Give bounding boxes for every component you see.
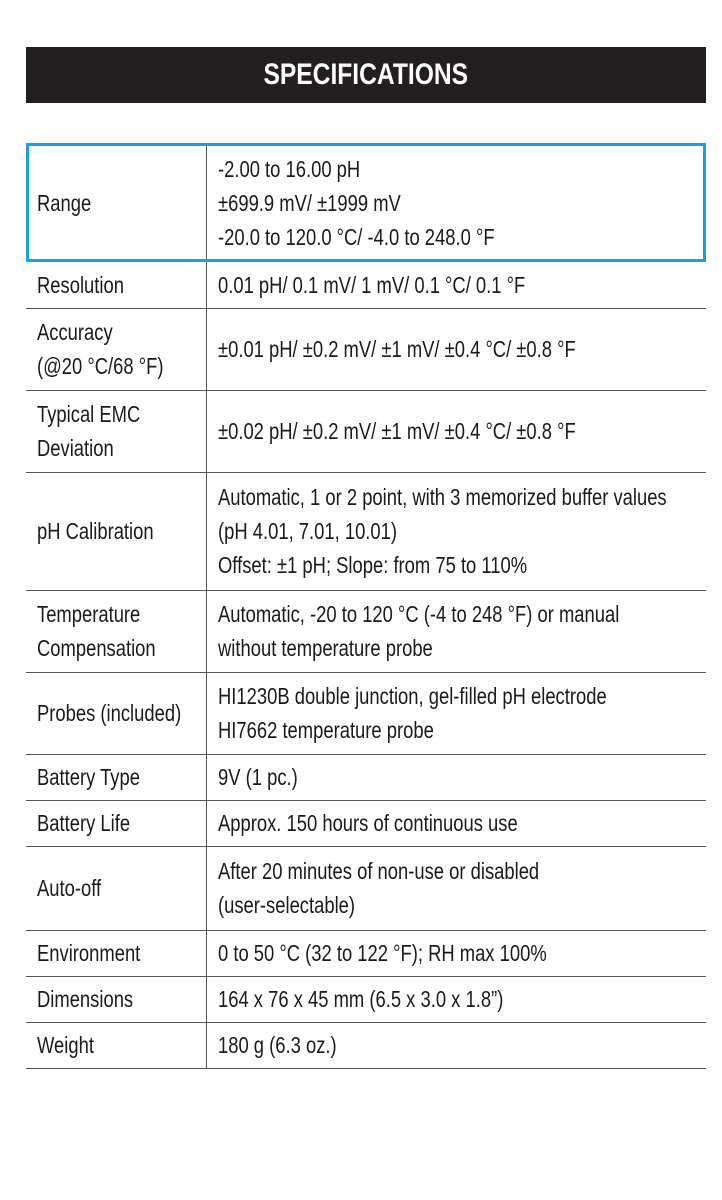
spec-label: Range xyxy=(26,143,206,262)
spec-value: -2.00 to 16.00 pH ±699.9 mV/ ±1999 mV -20.0 to 120.0 °C/ -4.0 to 248.0 °F xyxy=(217,155,495,250)
spec-row-environment xyxy=(26,930,706,976)
specifications-table xyxy=(26,143,706,1069)
specifications-header xyxy=(26,47,706,103)
spec-row-weight xyxy=(26,1022,706,1068)
spec-value: 0 to 50 °C (32 to 122 °F); RH max 100% xyxy=(206,930,706,976)
spec-row-dimensions xyxy=(26,976,706,1022)
spec-label: Accuracy (@20 °C/68 °F) xyxy=(26,308,206,390)
spec-label: Environment xyxy=(26,930,206,976)
spec-row-temperature-compensation xyxy=(26,590,706,672)
spec-value: 180 g (6.3 oz.) xyxy=(206,1022,706,1068)
spec-value: 0.01 pH/ 0.1 mV/ 1 mV/ 0.1 °C/ 0.1 °F xyxy=(206,262,706,308)
spec-value: 164 x 76 x 45 mm (6.5 x 3.0 x 1.8”) xyxy=(206,976,706,1022)
spec-label: Battery Type xyxy=(26,754,206,800)
spec-value: After 20 minutes of non-use or disabled (user-selectable) xyxy=(206,846,706,930)
spec-label: Typical EMC Deviation xyxy=(26,390,206,472)
spec-row-auto-off xyxy=(26,846,706,930)
spec-value: ±0.01 pH/ ±0.2 mV/ ±1 mV/ ±0.4 °C/ ±0.8 °F xyxy=(206,308,706,390)
spec-label: Auto-off xyxy=(26,846,206,930)
spec-label: Resolution xyxy=(26,262,206,308)
spec-row-battery-type xyxy=(26,754,706,800)
spec-row-battery-life xyxy=(26,800,706,846)
spec-row-accuracy xyxy=(26,308,706,390)
spec-row-emc-deviation xyxy=(26,390,706,472)
spec-value: Automatic, 1 or 2 point, with 3 memorized buffer values (pH 4.01, 7.01, 10.01) Offset: ±1 pH; Slope: from 75 to 110% xyxy=(206,472,706,590)
spec-label: pH Calibration xyxy=(26,472,206,590)
spec-value: 9V (1 pc.) xyxy=(206,754,706,800)
spec-value: Automatic, -20 to 120 °C (-4 to 248 °F) or manual without temperature probe xyxy=(206,590,706,672)
spec-row-ph-calibration xyxy=(26,472,706,590)
spec-label: Weight xyxy=(26,1022,206,1068)
page-title: SPECIFICATIONS xyxy=(263,58,469,91)
spec-label: Dimensions xyxy=(26,976,206,1022)
spec-label: Probes (included) xyxy=(26,672,206,754)
spec-row-resolution xyxy=(26,262,706,308)
spec-row-probes xyxy=(26,672,706,754)
spec-value: HI1230B double junction, gel-filled pH electrode HI7662 temperature probe xyxy=(206,672,706,754)
spec-value: Approx. 150 hours of continuous use xyxy=(206,800,706,846)
spec-value: ±0.02 pH/ ±0.2 mV/ ±1 mV/ ±0.4 °C/ ±0.8 °F xyxy=(206,390,706,472)
spec-label: Battery Life xyxy=(26,800,206,846)
spec-row-range xyxy=(26,143,706,262)
spec-label: Temperature Compensation xyxy=(26,590,206,672)
